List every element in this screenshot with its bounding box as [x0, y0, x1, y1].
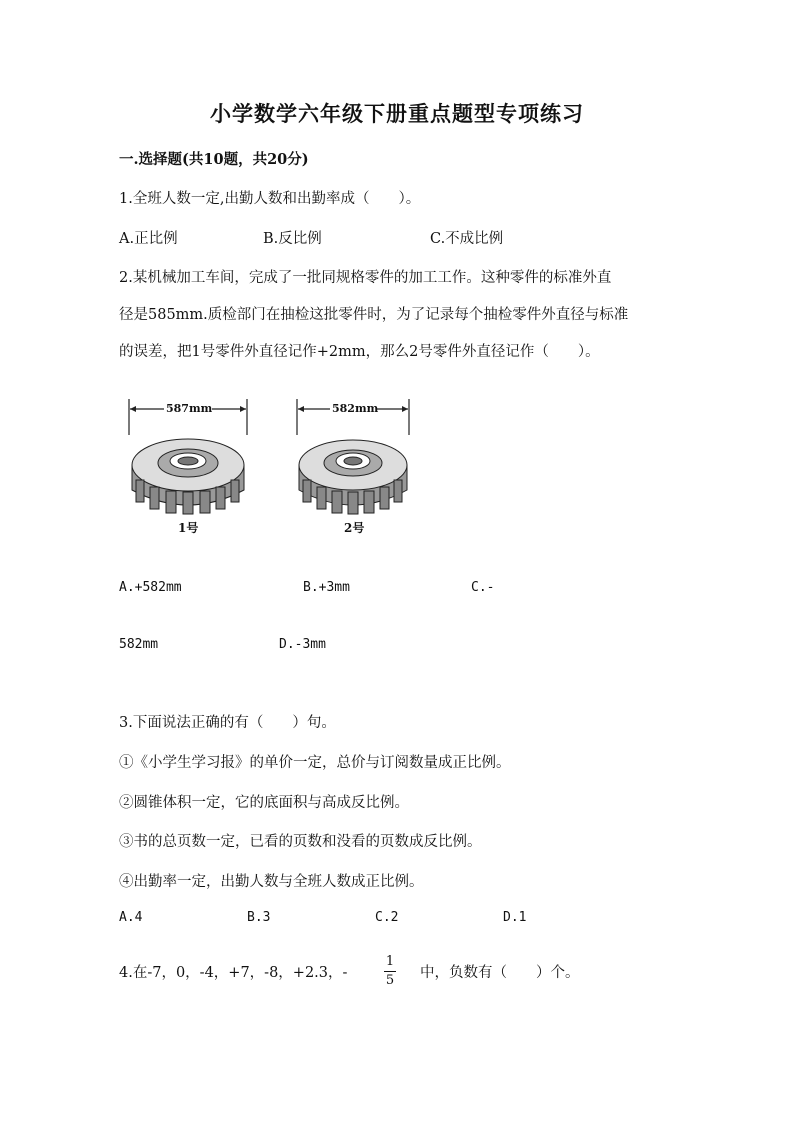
question-4-stem-after: 中，负数有（ ）个。 — [420, 965, 580, 981]
question-2-line-1: 2.某机械加工车间，完成了一批同规格零件的加工工作。这种零件的标准外直 — [119, 270, 612, 286]
q1-option-c: C.不成比例 — [430, 231, 504, 247]
gear-1-label: 1号 — [178, 521, 199, 535]
page-title: 小学数学六年级下册重点题型专项练习 — [210, 101, 584, 126]
q1-option-a: A.正比例 — [119, 231, 178, 247]
q3-option-c: C.2 — [375, 910, 399, 925]
fraction-bar — [384, 971, 396, 972]
q2-option-b: B.+3mm — [303, 580, 350, 595]
fraction-denominator: 5 — [385, 973, 395, 988]
q3-statement-1: ①《小学生学习报》的单价一定，总价与订阅数量成正比例。 — [119, 755, 511, 771]
gear-icon — [290, 395, 416, 535]
gear-icon — [122, 395, 254, 535]
gear-1-figure — [122, 395, 254, 535]
gear-1-dimension: 587mm — [166, 402, 213, 415]
gear-2-dimension: 582mm — [332, 402, 379, 415]
q3-option-a: A.4 — [119, 910, 143, 925]
question-2-line-2: 径是585mm.质检部门在抽检这批零件时，为了记录每个抽检零件外直径与标准 — [119, 307, 629, 323]
q3-statement-3: ③书的总页数一定，已看的页数和没看的页数成反比例。 — [119, 834, 482, 850]
gear-2-figure — [290, 395, 416, 535]
q3-option-b: B.3 — [247, 910, 271, 925]
question-2-line-3: 的误差，把1号零件外直径记作+2mm，那么2号零件外直径记作（ ）。 — [119, 344, 600, 360]
q3-option-d: D.1 — [503, 910, 527, 925]
q3-statement-2: ②圆锥体积一定，它的底面积与高成反比例。 — [119, 795, 409, 811]
question-3-stem: 3.下面说法正确的有（ ）句。 — [119, 715, 336, 731]
gear-2-label: 2号 — [344, 521, 365, 535]
section-heading: 一.选择题(共10题，共20分) — [119, 151, 309, 168]
q2-option-d: D.-3mm — [279, 637, 326, 652]
question-4-stem-before: 4.在-7，0，-4，+7，-8，+2.3，- — [119, 965, 348, 981]
q2-option-c: C.- — [471, 580, 495, 595]
q1-option-b: B.反比例 — [263, 231, 322, 247]
q2-option-a: A.+582mm — [119, 580, 182, 595]
q3-statement-4: ④出勤率一定，出勤人数与全班人数成正比例。 — [119, 874, 424, 890]
fraction-numerator: 1 — [385, 954, 395, 969]
question-1-stem: 1.全班人数一定,出勤人数和出勤率成（ ）。 — [119, 191, 421, 207]
q2-option-c-continued: 582mm — [119, 637, 159, 652]
